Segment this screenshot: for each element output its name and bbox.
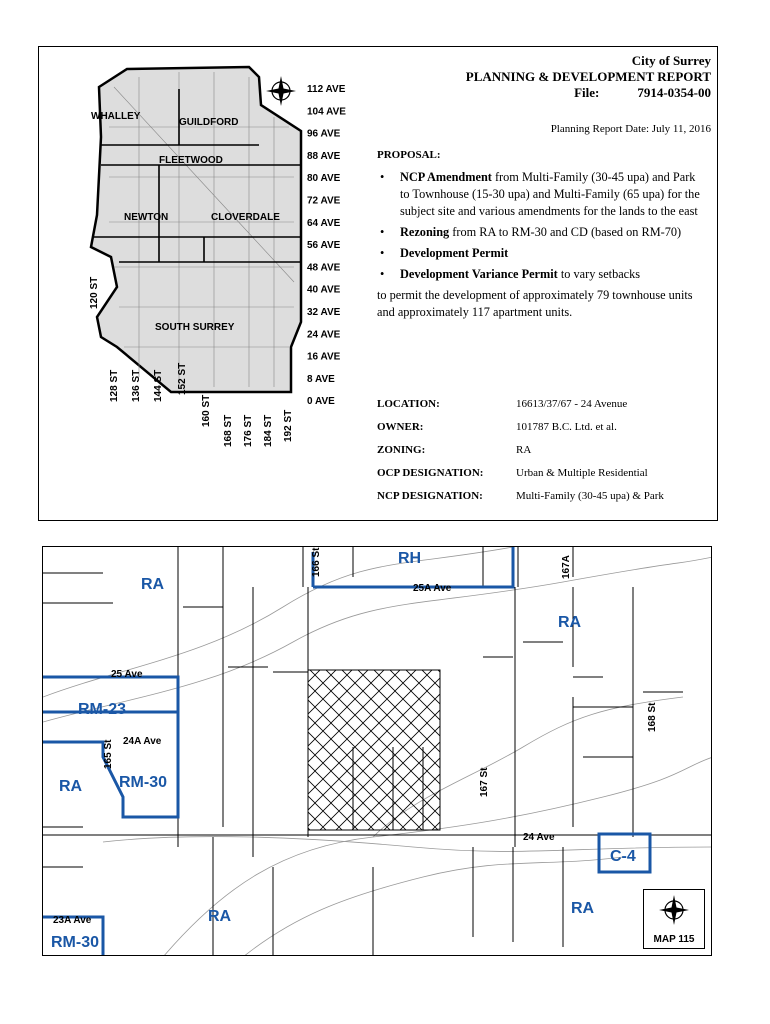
owner-value: 101787 B.C. Ltd. et al. xyxy=(516,420,617,433)
avenue-label: 24 AVE xyxy=(307,329,341,341)
street-label: 167 St xyxy=(479,767,490,797)
street-label: 23A Ave xyxy=(53,915,92,926)
street-label: 167A xyxy=(561,555,572,579)
proposal-section xyxy=(377,147,707,321)
street-label: 152 ST xyxy=(177,362,188,395)
avenue-label: 48 AVE xyxy=(307,262,341,274)
area-label: NEWTON xyxy=(124,212,169,223)
report-header-frame xyxy=(38,46,718,521)
report-header xyxy=(466,53,711,101)
avenue-label: 96 AVE xyxy=(307,128,341,140)
zoning-value: RA xyxy=(516,443,532,456)
avenue-label: 104 AVE xyxy=(307,106,346,118)
zone-label: C-4 xyxy=(610,848,636,865)
area-label: CLOVERDALE xyxy=(211,212,280,223)
location-label: LOCATION: xyxy=(377,397,440,410)
street-label: 184 ST xyxy=(263,414,274,447)
avenue-label: 72 AVE xyxy=(307,195,341,207)
map-number: MAP 115 xyxy=(653,934,695,945)
location-value: 16613/37/67 - 24 Avenue xyxy=(516,397,628,410)
site-facts xyxy=(377,392,664,507)
street-label: 120 ST xyxy=(89,276,100,309)
proposal-item: • Rezoning from RA to RM-30 and CD (based on RM-70) xyxy=(377,224,707,241)
avenue-label: 64 AVE xyxy=(307,217,341,229)
north-arrow-icon xyxy=(644,890,704,930)
street-label: 168 St xyxy=(647,702,658,732)
area-label: GUILDFORD xyxy=(179,117,239,128)
report-title: PLANNING & DEVELOPMENT REPORT xyxy=(465,69,711,84)
map-number-box xyxy=(643,889,705,949)
avenue-label: 88 AVE xyxy=(307,150,341,162)
street-label: 168 ST xyxy=(223,414,234,447)
proposal-summary: to permit the development of approximately 79 townhouse units and approximately 117 apartment units. xyxy=(377,288,693,319)
zone-label: RA xyxy=(571,900,595,917)
street-label: 165 St xyxy=(103,739,114,769)
avenue-label: 56 AVE xyxy=(307,240,341,252)
street-label: 176 ST xyxy=(243,414,254,447)
area-label: SOUTH SURREY xyxy=(155,322,235,333)
avenue-label: 16 AVE xyxy=(307,351,341,363)
zone-label: RH xyxy=(398,550,422,567)
file-number: 7914-0354-00 xyxy=(637,85,711,100)
avenue-label: 8 AVE xyxy=(307,373,335,385)
owner-label: OWNER: xyxy=(377,420,424,433)
zoning-label: ZONING: xyxy=(377,443,426,456)
zone-label: RA xyxy=(141,576,165,593)
surrey-key-map xyxy=(39,47,409,522)
ocp-label: OCP DESIGNATION: xyxy=(377,466,484,479)
street-label: 136 ST xyxy=(131,369,142,402)
zone-label: RM-23 xyxy=(78,701,127,718)
street-label: 144 ST xyxy=(153,369,164,402)
street-label: 25A Ave xyxy=(413,583,452,594)
ocp-value: Urban & Multiple Residential xyxy=(516,466,648,479)
file-label: File: xyxy=(574,85,600,100)
street-label: 24 Ave xyxy=(523,832,555,843)
street-label: 128 ST xyxy=(109,369,120,402)
proposal-item: • NCP Amendment from Multi-Family (30-45 upa) and Park to Townhouse (15-30 upa) and Multi-Family (65 upa) for the subject site and various amendments for the lands to the east xyxy=(377,169,707,220)
street-label: 24A Ave xyxy=(123,736,162,747)
zone-label: RA xyxy=(208,908,232,925)
city-name: City of Surrey xyxy=(631,53,711,68)
street-label: 192 ST xyxy=(283,409,294,442)
avenue-label: 40 AVE xyxy=(307,284,341,296)
proposal-item: • Development Permit xyxy=(377,245,707,262)
street-label: 25 Ave xyxy=(111,669,143,680)
zoning-map xyxy=(42,546,712,956)
zone-label: RA xyxy=(558,614,582,631)
zone-label: RM-30 xyxy=(51,934,100,951)
avenue-label: 112 AVE xyxy=(307,84,346,95)
street-label: 160 ST xyxy=(201,394,212,427)
zone-label: RA xyxy=(59,778,83,795)
area-label: WHALLEY xyxy=(91,111,141,122)
proposal-item: • Development Variance Permit to vary setbacks xyxy=(377,266,707,283)
avenue-label: 80 AVE xyxy=(307,173,341,185)
proposal-label: PROPOSAL: xyxy=(377,149,441,161)
street-label: 166 St xyxy=(311,547,322,577)
report-date: Planning Report Date: July 11, 2016 xyxy=(550,123,711,135)
area-label: FLEETWOOD xyxy=(159,155,223,166)
avenue-label: 0 AVE xyxy=(307,396,335,408)
avenue-label: 32 AVE xyxy=(307,307,341,318)
ncp-label: NCP DESIGNATION: xyxy=(377,489,483,502)
zone-label: RM-30 xyxy=(119,774,168,791)
ncp-value: Multi-Family (30-45 upa) & Park xyxy=(516,489,664,502)
